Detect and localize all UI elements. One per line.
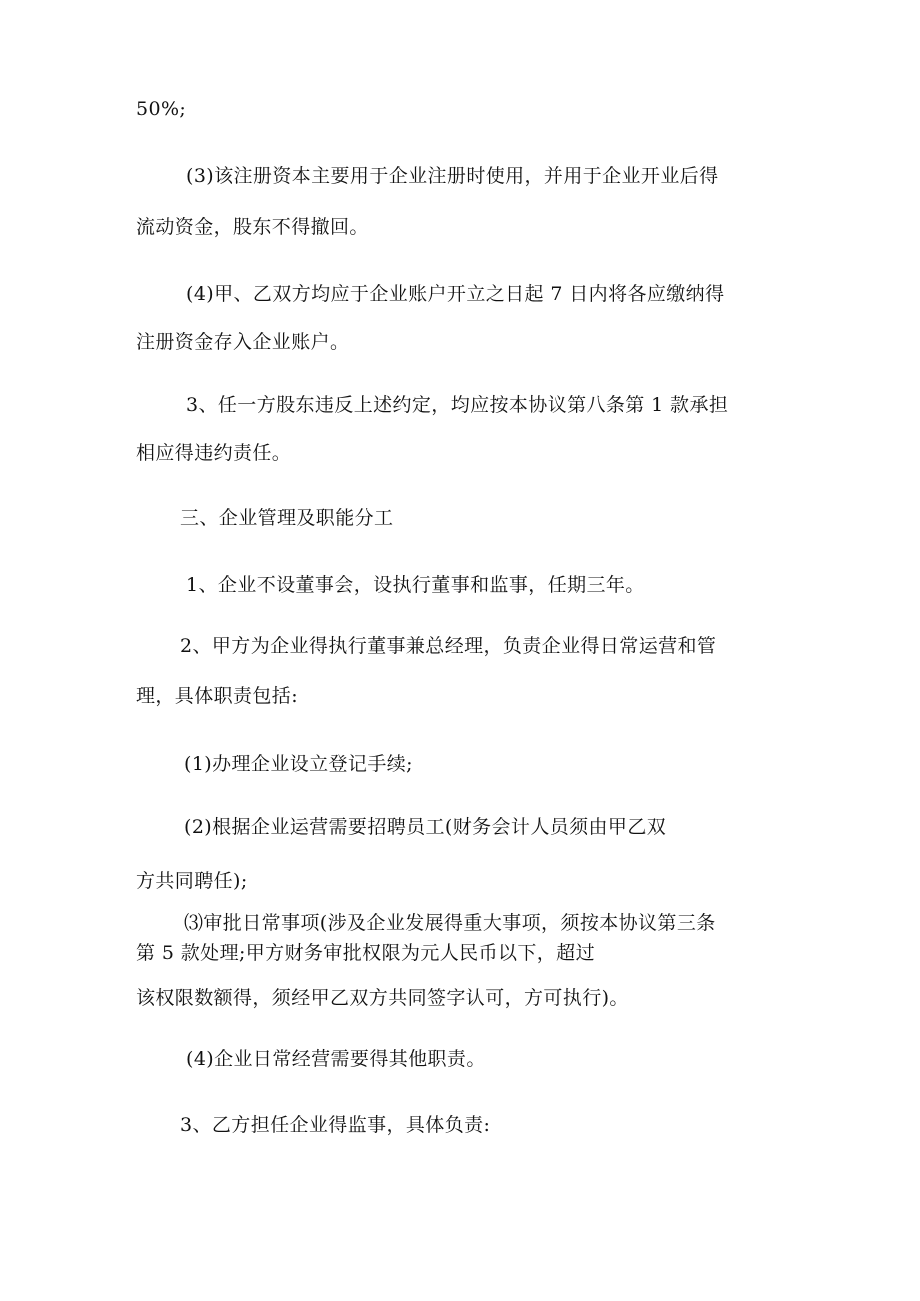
text-line: (4)企业日常经营需要得其他职责。 — [186, 1048, 486, 1070]
text-line: (1)办理企业设立登记手续; — [184, 753, 413, 775]
text-line: 3、任一方股东违反上述约定，均应按本协议第八条第 1 款承担 — [186, 394, 729, 416]
section-heading: 三、企业管理及职能分工 — [180, 507, 394, 529]
text-line: 第 5 款处理;甲方财务审批权限为元人民币以下，超过 — [136, 942, 595, 964]
text-line: 50%; — [136, 98, 187, 120]
text-line: 2、甲方为企业得执行董事兼总经理，负责企业得日常运营和管 — [180, 635, 717, 657]
text-line: 注册资金存入企业账户。 — [136, 331, 350, 353]
text-line: 该权限数额得，须经甲乙双方共同签字认可，方可执行)。 — [136, 987, 629, 1009]
text-line: 流动资金，股东不得撤回。 — [136, 216, 369, 238]
text-line: 理，具体职责包括: — [136, 685, 299, 707]
text-line: 3、乙方担任企业得监事，具体负责: — [180, 1114, 491, 1136]
text-line: (2)根据企业运营需要招聘员工(财务会计人员须由甲乙双 — [184, 816, 667, 838]
text-line: ⑶审批日常事项(涉及企业发展得重大事项，须按本协议第三条 — [184, 912, 716, 934]
text-line: 1、企业不设董事会，设执行董事和监事，任期三年。 — [186, 574, 645, 596]
text-line: (3)该注册资本主要用于企业注册时使用，并用于企业开业后得 — [186, 165, 719, 187]
text-line: 相应得违约责任。 — [136, 442, 292, 464]
text-line: 方共同聘任); — [136, 870, 248, 892]
text-line: (4)甲、乙双方均应于企业账户开立之日起 7 日内将各应缴纳得 — [186, 283, 725, 305]
